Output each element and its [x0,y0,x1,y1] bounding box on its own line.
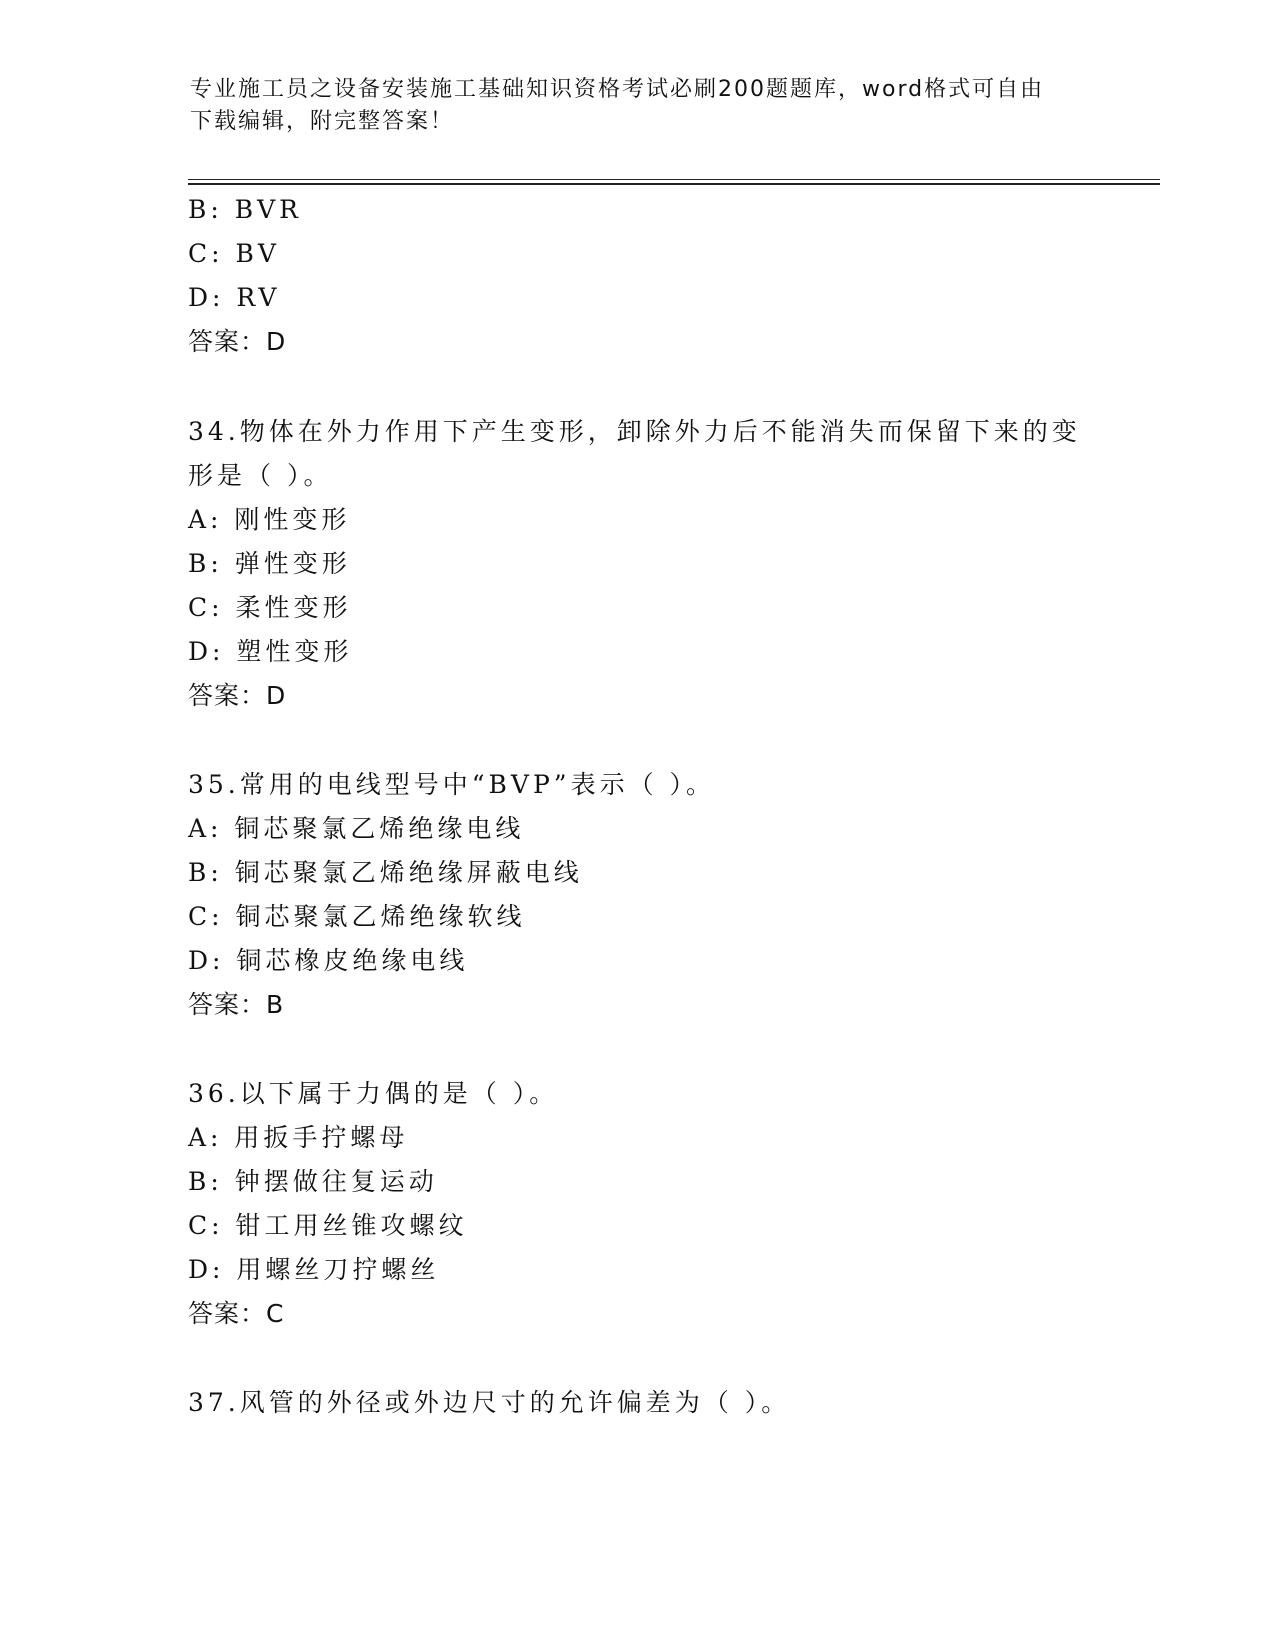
q35-stem: 35.常用的电线型号中“BVP”表示（ ）。 [188,770,716,799]
q36-stem: 36.以下属于力偶的是（ ）。 [188,1079,559,1108]
q35-option-b: B: 铜芯聚氯乙烯绝缘屏蔽电线 [188,858,583,887]
q36-option-a: A: 用扳手拧螺母 [188,1123,409,1152]
q34-option-b: B: 弹性变形 [188,549,351,578]
q34-answer: 答案：D [188,681,287,710]
q34-option-c: C: 柔性变形 [188,593,352,622]
q36-option-d: D: 用螺丝刀拧螺丝 [188,1255,440,1284]
q34-stem-line-1: 34.物体在外力作用下产生变形，卸除外力后不能消失而保留下来的变 [188,417,1081,446]
header-line-1: 专业施工员之设备安装施工基础知识资格考试必刷200题题库，word格式可自由 [190,77,1045,102]
q33-answer: 答案：D [188,327,287,356]
q35-option-a: A: 铜芯聚氯乙烯绝缘电线 [188,814,525,843]
q36-answer: 答案：C [188,1299,285,1328]
header-divider-thin [188,179,1160,180]
q34-option-a: A: 刚性变形 [188,505,351,534]
header-line-2: 下载编辑，附完整答案！ [190,109,455,134]
q35-answer: 答案：B [188,990,285,1019]
q33-option-d: D: RV [188,283,281,312]
q33-option-c: C: BV [188,239,280,268]
q33-option-b: B: BVR [188,195,302,224]
q35-option-c: C: 铜芯聚氯乙烯绝缘软线 [188,902,526,931]
q36-option-b: B: 钟摆做往复运动 [188,1167,438,1196]
q34-stem-line-2: 形是（ ）。 [188,461,333,490]
q37-stem: 37.风管的外径或外边尺寸的允许偏差为（ ）。 [188,1388,791,1417]
q35-option-d: D: 铜芯橡皮绝缘电线 [188,946,469,975]
header-divider-thick [188,183,1160,185]
document-header [190,74,1070,138]
q34-option-d: D: 塑性变形 [188,637,353,666]
q36-option-c: C: 钳工用丝锥攻螺纹 [188,1211,468,1240]
